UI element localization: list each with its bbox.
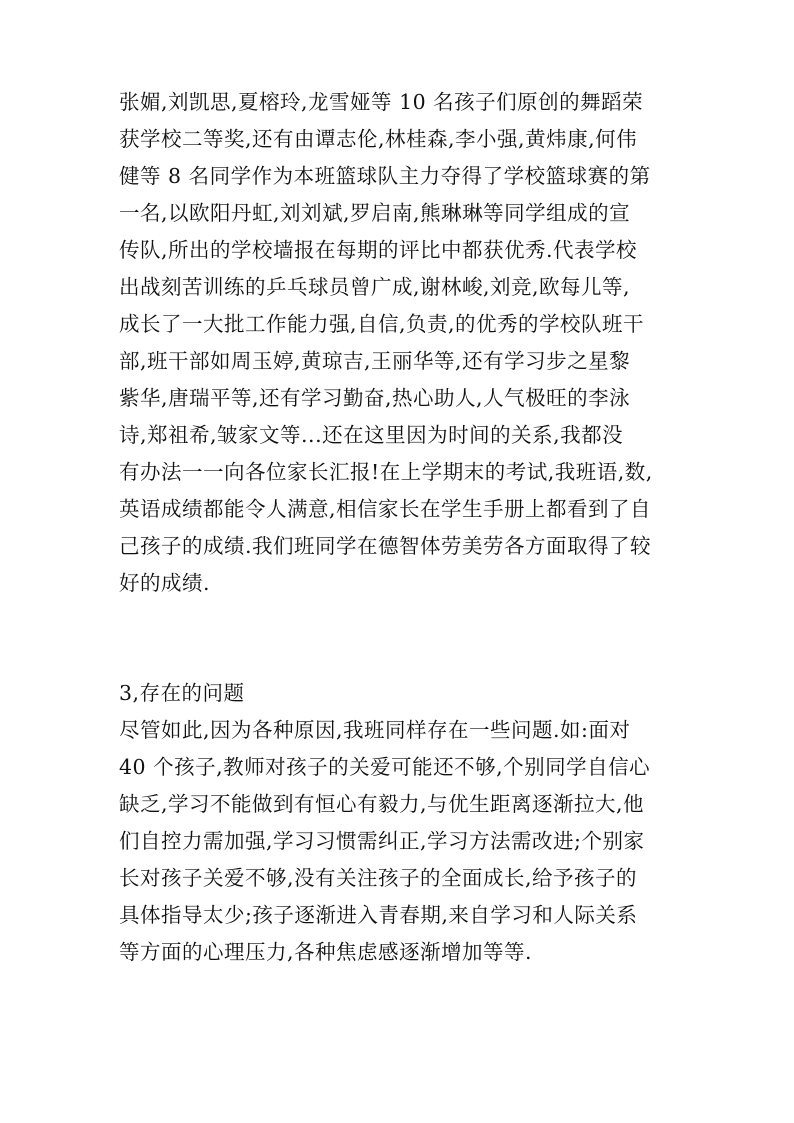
text-line: 紫华,唐瑞平等,还有学习勤奋,热心助人,人气极旺的李泳 bbox=[119, 386, 631, 410]
text-line: 有办法一一向各位家长汇报!在上学期末的考试,我班语,数, bbox=[119, 460, 653, 484]
text-line: 尽管如此,因为各种原因,我班同样存在一些问题.如:面对 bbox=[119, 718, 631, 742]
text-line: 具体指导太少;孩子逐渐进入青春期,来自学习和人际关系 bbox=[119, 903, 638, 927]
text-line: 40 个孩子,教师对孩子的关爱可能还不够,个别同学自信心 bbox=[119, 755, 651, 779]
text-line: 己孩子的成绩.我们班同学在德智体劳美劳各方面取得了较 bbox=[119, 534, 652, 558]
text-line: 部,班干部如周玉婷,黄琼吉,王丽华等,还有学习步之星黎 bbox=[119, 349, 631, 373]
text-line: 张媚,刘凯思,夏榕玲,龙雪娅等 10 名孩子们原创的舞蹈荣 bbox=[119, 90, 644, 114]
paragraph-problems bbox=[119, 712, 699, 971]
text-line: 们自控力需加强,学习习惯需纠正,学习方法需改进;个别家 bbox=[119, 829, 645, 853]
text-line: 传队,所出的学校墙报在每期的评比中都获优秀.代表学校 bbox=[119, 238, 638, 262]
text-line: 英语成绩都能令人满意,相信家长在学生手册上都看到了自 bbox=[119, 497, 652, 521]
paragraph-achievements bbox=[119, 84, 699, 602]
text-line: 成长了一大批工作能力强,自信,负责,的优秀的学校队班干 bbox=[119, 312, 645, 336]
text-line: 好的成绩. bbox=[119, 571, 211, 595]
text-line: 一名,以欧阳丹虹,刘刘斌,罗启南,熊琳琳等同学组成的宣 bbox=[119, 201, 631, 225]
text-line: 诗,郑祖希,皱家文等...还在这里因为时间的关系,我都没 bbox=[119, 423, 624, 447]
text-line: 长对孩子关爱不够,没有关注孩子的全面成长,给予孩子的 bbox=[119, 866, 638, 890]
section-heading-problems bbox=[119, 675, 699, 712]
section-heading-text: 3,存在的问题 bbox=[119, 681, 245, 705]
text-line: 出战刻苦训练的乒乓球员曾广成,谢林峻,刘竞,欧每儿等, bbox=[119, 275, 631, 299]
text-line: 缺乏,学习不能做到有恒心有毅力,与优生距离逐渐拉大,他 bbox=[119, 792, 645, 816]
text-line: 获学校二等奖,还有由谭志伦,林桂森,李小强,黄炜康,何伟 bbox=[119, 127, 638, 151]
text-line: 等方面的心理压力,各种焦虑感逐渐增加等等. bbox=[119, 940, 533, 964]
text-line: 健等 8 名同学作为本班篮球队主力夺得了学校篮球赛的第 bbox=[119, 164, 651, 188]
